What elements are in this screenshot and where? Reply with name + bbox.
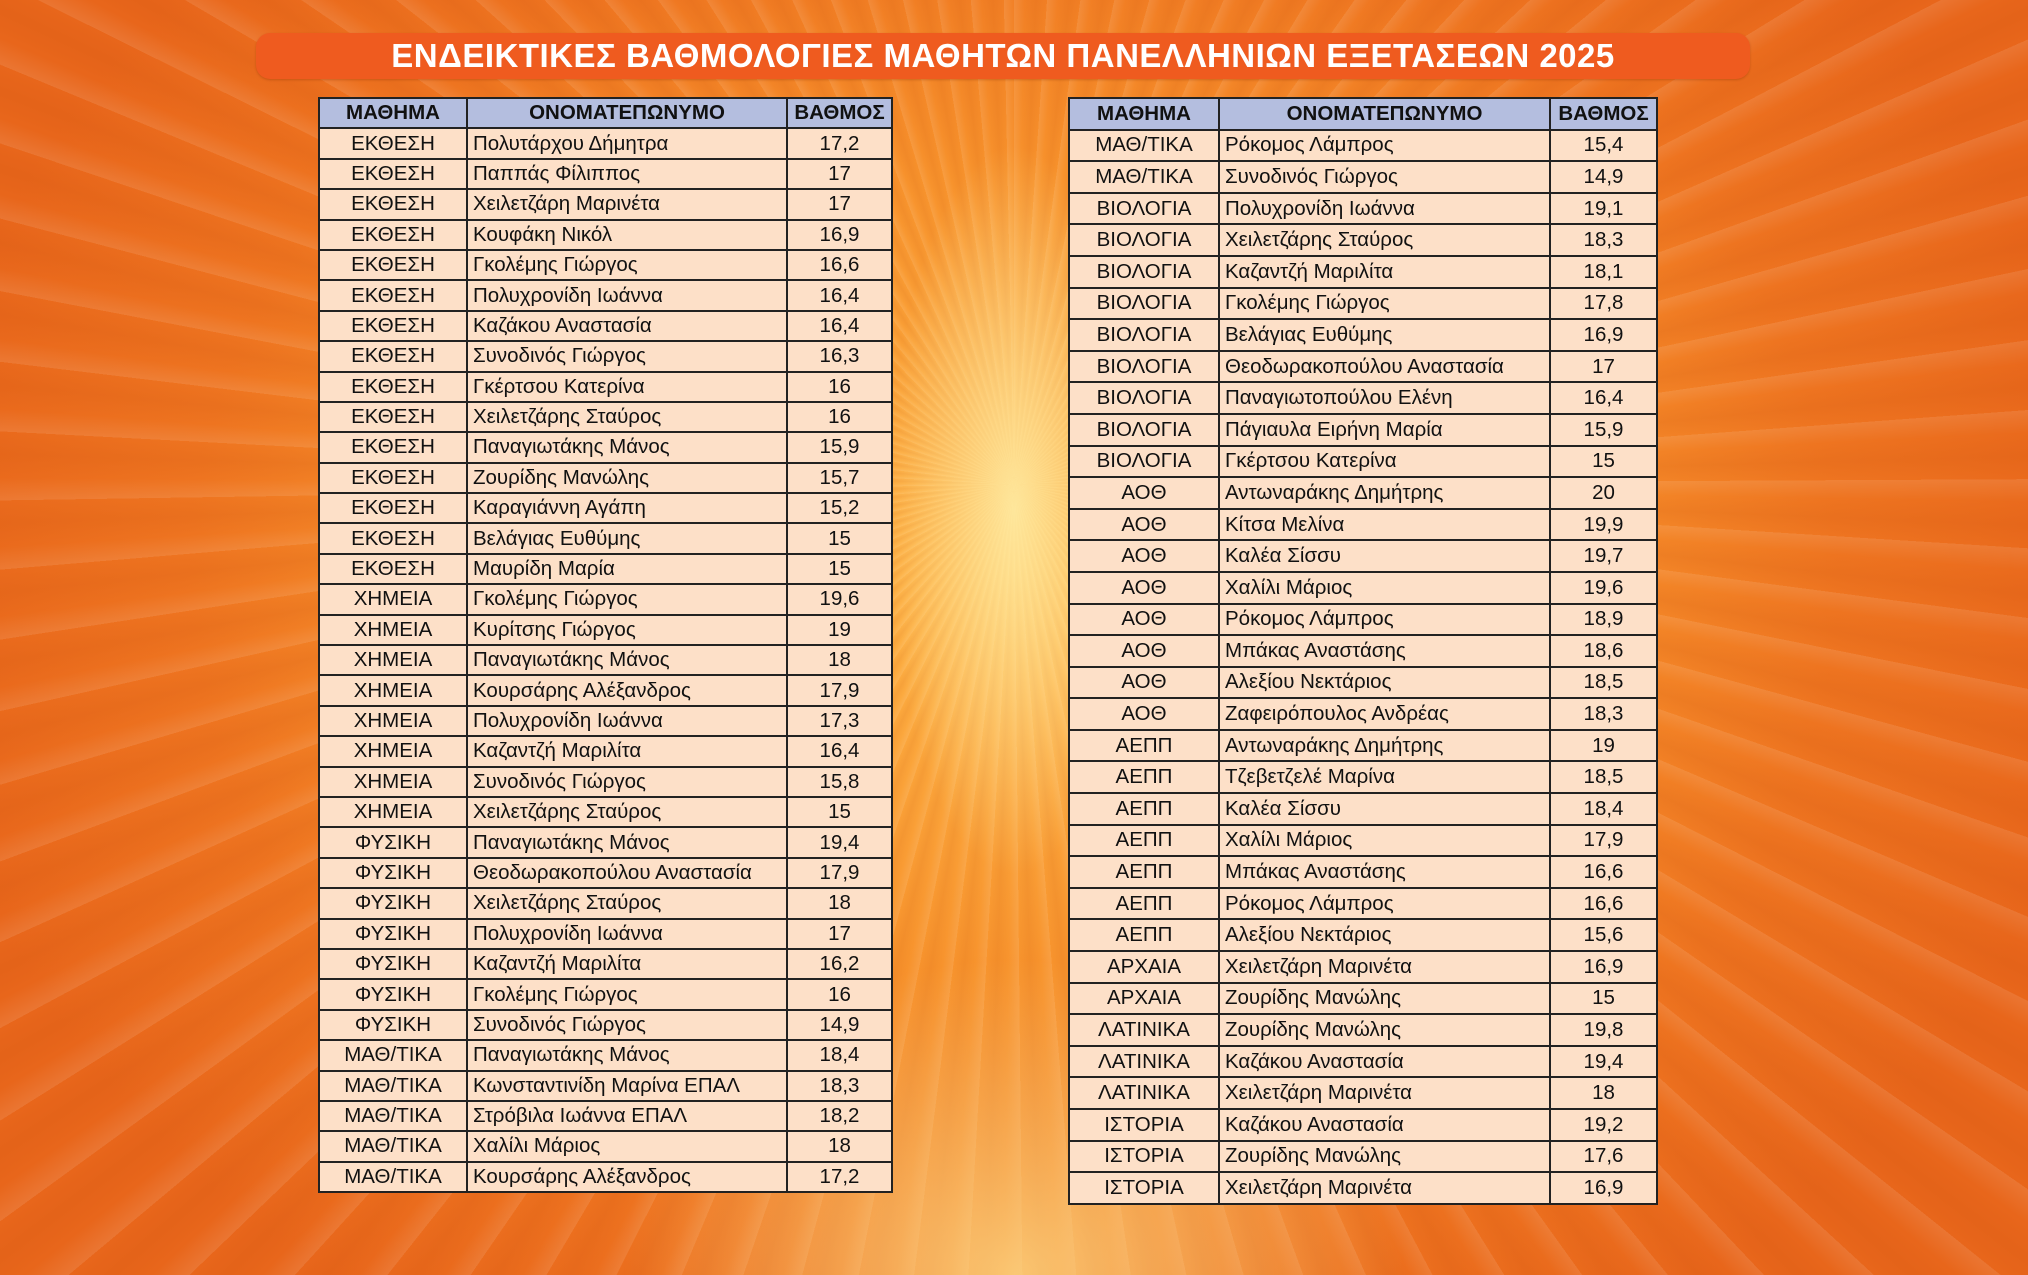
subject-cell: ΑΟΘ (1069, 604, 1219, 636)
subject-cell: ΕΚΘΕΣΗ (319, 159, 467, 189)
student-name-cell: Πολυχρονίδη Ιωάννα (467, 280, 787, 310)
grade-cell: 17,3 (787, 706, 892, 736)
subject-cell: ΒΙΟΛΟΓΙΑ (1069, 288, 1219, 320)
table-row (319, 767, 892, 797)
grade-cell: 19 (787, 615, 892, 645)
grade-cell: 18,2 (787, 1101, 892, 1131)
subject-cell: ΕΚΘΕΣΗ (319, 372, 467, 402)
subject-cell: ΑΟΘ (1069, 698, 1219, 730)
table-row (1069, 319, 1657, 351)
table-row (319, 220, 892, 250)
grade-cell: 18,3 (1550, 224, 1657, 256)
student-name-cell: Πολυχρονίδη Ιωάννα (467, 919, 787, 949)
table-row (319, 949, 892, 979)
grade-cell: 16 (787, 372, 892, 402)
table-row (319, 919, 892, 949)
student-name-cell: Ρόκομος Λάμπρος (1219, 604, 1550, 636)
student-name-cell: Πολυχρονίδη Ιωάννα (1219, 193, 1550, 225)
subject-cell: ΧΗΜΕΙΑ (319, 767, 467, 797)
table-row (1069, 540, 1657, 572)
table-row (1069, 919, 1657, 951)
subject-cell: ΦΥΣΙΚΗ (319, 979, 467, 1009)
table-row (1069, 951, 1657, 983)
grade-cell: 19,4 (1550, 1046, 1657, 1078)
subject-cell: ΒΙΟΛΟΓΙΑ (1069, 224, 1219, 256)
student-name-cell: Αντωναράκης Δημήτρης (1219, 477, 1550, 509)
table-row (319, 159, 892, 189)
subject-cell: ΒΙΟΛΟΓΙΑ (1069, 446, 1219, 478)
student-name-cell: Χειλετζάρη Μαρινέτα (1219, 1077, 1550, 1109)
grade-cell: 15 (1550, 446, 1657, 478)
grade-cell: 15 (787, 554, 892, 584)
subject-cell: ΛΑΤΙΝΙΚΑ (1069, 1014, 1219, 1046)
header-subject: ΜΑΘΗΜΑ (319, 98, 467, 128)
table-row (319, 372, 892, 402)
student-name-cell: Βελάγιας Ευθύμης (467, 523, 787, 553)
grade-cell: 16 (787, 979, 892, 1009)
grade-cell: 18,5 (1550, 761, 1657, 793)
student-name-cell: Γκολέμης Γιώργος (1219, 288, 1550, 320)
grade-cell: 18 (787, 645, 892, 675)
table-header-row (319, 98, 892, 128)
grade-cell: 18,3 (787, 1071, 892, 1101)
subject-cell: ΒΙΟΛΟΓΙΑ (1069, 256, 1219, 288)
subject-cell: ΑΟΘ (1069, 635, 1219, 667)
page-title: ΕΝΔΕΙΚΤΙΚΕΣ ΒΑΘΜΟΛΟΓΙΕΣ ΜΑΘΗΤΩΝ ΠΑΝΕΛΛΗΝΙΩΝ ΕΞΕΤΑΣΕΩΝ 2025 (391, 37, 1615, 74)
subject-cell: ΦΥΣΙΚΗ (319, 949, 467, 979)
grade-cell: 17 (1550, 351, 1657, 383)
subject-cell: ΕΚΘΕΣΗ (319, 554, 467, 584)
table-row (1069, 161, 1657, 193)
grade-cell: 18,3 (1550, 698, 1657, 730)
table-row (319, 1040, 892, 1070)
grade-cell: 15,9 (1550, 414, 1657, 446)
subject-cell: ΕΚΘΕΣΗ (319, 280, 467, 310)
grade-cell: 18,4 (787, 1040, 892, 1070)
subject-cell: ΛΑΤΙΝΙΚΑ (1069, 1077, 1219, 1109)
grade-cell: 18 (787, 1131, 892, 1161)
grade-cell: 20 (1550, 477, 1657, 509)
subject-cell: ΑΕΠΠ (1069, 761, 1219, 793)
grade-cell: 18 (1550, 1077, 1657, 1109)
table-row (319, 615, 892, 645)
table-row (1069, 509, 1657, 541)
student-name-cell: Κουφάκη Νικόλ (467, 220, 787, 250)
table-row (319, 280, 892, 310)
subject-cell: ΕΚΘΕΣΗ (319, 432, 467, 462)
subject-cell: ΦΥΣΙΚΗ (319, 858, 467, 888)
subject-cell: ΧΗΜΕΙΑ (319, 706, 467, 736)
table-row (319, 706, 892, 736)
table-row (1069, 730, 1657, 762)
subject-cell: ΑΕΠΠ (1069, 919, 1219, 951)
grade-cell: 19,6 (787, 584, 892, 614)
subject-cell: ΑΕΠΠ (1069, 856, 1219, 888)
table-row (1069, 193, 1657, 225)
student-name-cell: Χειλετζάρης Σταύρος (467, 797, 787, 827)
student-name-cell: Καζαντζή Μαριλίτα (1219, 256, 1550, 288)
student-name-cell: Αντωναράκης Δημήτρης (1219, 730, 1550, 762)
grade-cell: 19 (1550, 730, 1657, 762)
subject-cell: ΕΚΘΕΣΗ (319, 189, 467, 219)
grades-table-right (1068, 97, 1658, 1205)
table-row (319, 189, 892, 219)
grade-cell: 16,4 (787, 311, 892, 341)
table-row (1069, 288, 1657, 320)
table-row (319, 736, 892, 766)
grade-cell: 19,8 (1550, 1014, 1657, 1046)
table-row (1069, 382, 1657, 414)
grade-cell: 16,9 (1550, 1172, 1657, 1204)
student-name-cell: Χαλίλι Μάριος (1219, 572, 1550, 604)
student-name-cell: Καζάκου Αναστασία (1219, 1109, 1550, 1141)
grade-cell: 19,7 (1550, 540, 1657, 572)
table-row (319, 1010, 892, 1040)
subject-cell: ΒΙΟΛΟΓΙΑ (1069, 351, 1219, 383)
grade-cell: 17 (787, 159, 892, 189)
grade-cell: 18,9 (1550, 604, 1657, 636)
subject-cell: ΛΑΤΙΝΙΚΑ (1069, 1046, 1219, 1078)
subject-cell: ΑΟΘ (1069, 509, 1219, 541)
header-name: ΟΝΟΜΑΤΕΠΩΝΥΜΟ (1219, 98, 1550, 130)
student-name-cell: Αλεξίου Νεκτάριος (1219, 667, 1550, 699)
table-row (319, 432, 892, 462)
subject-cell: ΜΑΘ/ΤΙΚΑ (319, 1040, 467, 1070)
table-row (1069, 414, 1657, 446)
table-row (319, 584, 892, 614)
subject-cell: ΑΕΠΠ (1069, 730, 1219, 762)
grade-cell: 19,2 (1550, 1109, 1657, 1141)
grade-cell: 15,9 (787, 432, 892, 462)
table-row (319, 979, 892, 1009)
table-header-row (1069, 98, 1657, 130)
student-name-cell: Παναγιωτοπούλου Ελένη (1219, 382, 1550, 414)
subject-cell: ΕΚΘΕΣΗ (319, 402, 467, 432)
table-row (1069, 825, 1657, 857)
student-name-cell: Παναγιωτάκης Μάνος (467, 432, 787, 462)
subject-cell: ΑΟΘ (1069, 477, 1219, 509)
table-row (319, 1131, 892, 1161)
student-name-cell: Παππάς Φίλιππος (467, 159, 787, 189)
subject-cell: ΑΕΠΠ (1069, 888, 1219, 920)
grade-cell: 16,4 (1550, 382, 1657, 414)
subject-cell: ΧΗΜΕΙΑ (319, 645, 467, 675)
grade-cell: 17,9 (787, 858, 892, 888)
grade-cell: 15 (787, 523, 892, 553)
table-row (1069, 446, 1657, 478)
grade-cell: 14,9 (787, 1010, 892, 1040)
table-row (319, 797, 892, 827)
grade-cell: 15,7 (787, 463, 892, 493)
student-name-cell: Χειλετζάρης Σταύρος (1219, 224, 1550, 256)
table-row (319, 493, 892, 523)
grade-cell: 15 (1550, 983, 1657, 1015)
table-row (319, 463, 892, 493)
grade-cell: 16,4 (787, 280, 892, 310)
student-name-cell: Γκέρτσου Κατερίνα (1219, 446, 1550, 478)
grade-cell: 15,8 (787, 767, 892, 797)
student-name-cell: Ρόκομος Λάμπρος (1219, 130, 1550, 162)
subject-cell: ΦΥΣΙΚΗ (319, 888, 467, 918)
grade-cell: 15 (787, 797, 892, 827)
table-row (1069, 698, 1657, 730)
table-row (319, 311, 892, 341)
student-name-cell: Γκολέμης Γιώργος (467, 584, 787, 614)
table-row (1069, 1046, 1657, 1078)
subject-cell: ΜΑΘ/ΤΙΚΑ (319, 1101, 467, 1131)
student-name-cell: Αλεξίου Νεκτάριος (1219, 919, 1550, 951)
student-name-cell: Κυρίτσης Γιώργος (467, 615, 787, 645)
header-subject: ΜΑΘΗΜΑ (1069, 98, 1219, 130)
student-name-cell: Θεοδωρακοπούλου Αναστασία (467, 858, 787, 888)
table-row (319, 554, 892, 584)
grade-cell: 16 (787, 402, 892, 432)
title-banner (256, 33, 1750, 79)
grade-cell: 16,6 (1550, 856, 1657, 888)
subject-cell: ΧΗΜΕΙΑ (319, 797, 467, 827)
student-name-cell: Βελάγιας Ευθύμης (1219, 319, 1550, 351)
subject-cell: ΑΟΘ (1069, 540, 1219, 572)
table-row (319, 675, 892, 705)
table-row (1069, 1141, 1657, 1173)
subject-cell: ΜΑΘ/ΤΙΚΑ (319, 1131, 467, 1161)
subject-cell: ΒΙΟΛΟΓΙΑ (1069, 193, 1219, 225)
student-name-cell: Καζάκου Αναστασία (467, 311, 787, 341)
subject-cell: ΑΟΘ (1069, 572, 1219, 604)
student-name-cell: Κουρσάρης Αλέξανδρος (467, 1162, 787, 1192)
student-name-cell: Γκέρτσου Κατερίνα (467, 372, 787, 402)
subject-cell: ΧΗΜΕΙΑ (319, 675, 467, 705)
grade-cell: 15,4 (1550, 130, 1657, 162)
subject-cell: ΕΚΘΕΣΗ (319, 128, 467, 158)
student-name-cell: Χειλετζάρη Μαρινέτα (1219, 1172, 1550, 1204)
table-row (319, 1071, 892, 1101)
subject-cell: ΦΥΣΙΚΗ (319, 827, 467, 857)
student-name-cell: Συνοδινός Γιώργος (1219, 161, 1550, 193)
student-name-cell: Καραγιάννη Αγάπη (467, 493, 787, 523)
subject-cell: ΑΕΠΠ (1069, 825, 1219, 857)
grade-cell: 19,9 (1550, 509, 1657, 541)
grade-cell: 16,6 (1550, 888, 1657, 920)
table-row (319, 645, 892, 675)
table-row (319, 888, 892, 918)
student-name-cell: Καζαντζή Μαριλίτα (467, 736, 787, 766)
table-row (1069, 1077, 1657, 1109)
subject-cell: ΧΗΜΕΙΑ (319, 584, 467, 614)
subject-cell: ΕΚΘΕΣΗ (319, 493, 467, 523)
subject-cell: ΕΚΘΕΣΗ (319, 311, 467, 341)
student-name-cell: Γκολέμης Γιώργος (467, 979, 787, 1009)
subject-cell: ΕΚΘΕΣΗ (319, 220, 467, 250)
table-row (1069, 1172, 1657, 1204)
student-name-cell: Κίτσα Μελίνα (1219, 509, 1550, 541)
student-name-cell: Πάγιαυλα Ειρήνη Μαρία (1219, 414, 1550, 446)
subject-cell: ΒΙΟΛΟΓΙΑ (1069, 382, 1219, 414)
table-row (1069, 572, 1657, 604)
subject-cell: ΧΗΜΕΙΑ (319, 736, 467, 766)
table-row (1069, 224, 1657, 256)
table-row (1069, 888, 1657, 920)
table-row (1069, 983, 1657, 1015)
student-name-cell: Συνοδινός Γιώργος (467, 767, 787, 797)
table-row (319, 128, 892, 158)
grade-cell: 19,6 (1550, 572, 1657, 604)
subject-cell: ΑΕΠΠ (1069, 793, 1219, 825)
subject-cell: ΕΚΘΕΣΗ (319, 341, 467, 371)
table-row (1069, 635, 1657, 667)
table-row (319, 402, 892, 432)
grade-cell: 15,6 (1550, 919, 1657, 951)
grade-cell: 14,9 (1550, 161, 1657, 193)
student-name-cell: Τζεβετζελέ Μαρίνα (1219, 761, 1550, 793)
table-row (1069, 761, 1657, 793)
table-row (1069, 856, 1657, 888)
subject-cell: ΑΡΧΑΙΑ (1069, 983, 1219, 1015)
student-name-cell: Χαλίλι Μάριος (467, 1131, 787, 1161)
grade-cell: 16,6 (787, 250, 892, 280)
header-name: ΟΝΟΜΑΤΕΠΩΝΥΜΟ (467, 98, 787, 128)
table-row (1069, 477, 1657, 509)
student-name-cell: Πολυχρονίδη Ιωάννα (467, 706, 787, 736)
student-name-cell: Ζουρίδης Μανώλης (467, 463, 787, 493)
table-row (319, 250, 892, 280)
subject-cell: ΒΙΟΛΟΓΙΑ (1069, 414, 1219, 446)
table-row (319, 858, 892, 888)
subject-cell: ΜΑΘ/ΤΙΚΑ (1069, 130, 1219, 162)
table-row (1069, 1014, 1657, 1046)
subject-cell: ΜΑΘ/ΤΙΚΑ (1069, 161, 1219, 193)
subject-cell: ΕΚΘΕΣΗ (319, 523, 467, 553)
subject-cell: ΙΣΤΟΡΙΑ (1069, 1109, 1219, 1141)
student-name-cell: Ζουρίδης Μανώλης (1219, 1141, 1550, 1173)
student-name-cell: Χειλετζάρης Σταύρος (467, 888, 787, 918)
subject-cell: ΜΑΘ/ΤΙΚΑ (319, 1162, 467, 1192)
grade-cell: 17,9 (787, 675, 892, 705)
grade-cell: 17,8 (1550, 288, 1657, 320)
grade-cell: 19,1 (1550, 193, 1657, 225)
grade-cell: 17,2 (787, 1162, 892, 1192)
student-name-cell: Ζουρίδης Μανώλης (1219, 1014, 1550, 1046)
student-name-cell: Χειλετζάρη Μαρινέτα (1219, 951, 1550, 983)
student-name-cell: Καλέα Σίσσυ (1219, 793, 1550, 825)
table-row (319, 1162, 892, 1192)
student-name-cell: Παναγιωτάκης Μάνος (467, 827, 787, 857)
grade-cell: 17 (787, 189, 892, 219)
student-name-cell: Θεοδωρακοπούλου Αναστασία (1219, 351, 1550, 383)
header-grade: ΒΑΘΜΟΣ (1550, 98, 1657, 130)
subject-cell: ΧΗΜΕΙΑ (319, 615, 467, 645)
student-name-cell: Καζάκου Αναστασία (1219, 1046, 1550, 1078)
grade-cell: 16,9 (1550, 951, 1657, 983)
grade-cell: 17,9 (1550, 825, 1657, 857)
grade-cell: 17,2 (787, 128, 892, 158)
grade-cell: 16,3 (787, 341, 892, 371)
student-name-cell: Μπάκας Αναστάσης (1219, 635, 1550, 667)
student-name-cell: Ζαφειρόπουλος Ανδρέας (1219, 698, 1550, 730)
grade-cell: 17,6 (1550, 1141, 1657, 1173)
student-name-cell: Χαλίλι Μάριος (1219, 825, 1550, 857)
table-row (1069, 1109, 1657, 1141)
student-name-cell: Μαυρίδη Μαρία (467, 554, 787, 584)
student-name-cell: Παναγιωτάκης Μάνος (467, 645, 787, 675)
table-row (1069, 793, 1657, 825)
student-name-cell: Γκολέμης Γιώργος (467, 250, 787, 280)
subject-cell: ΙΣΤΟΡΙΑ (1069, 1141, 1219, 1173)
student-name-cell: Μπάκας Αναστάσης (1219, 856, 1550, 888)
subject-cell: ΕΚΘΕΣΗ (319, 463, 467, 493)
grade-cell: 19,4 (787, 827, 892, 857)
student-name-cell: Χειλετζάρης Σταύρος (467, 402, 787, 432)
subject-cell: ΑΡΧΑΙΑ (1069, 951, 1219, 983)
student-name-cell: Στρόβιλα Ιωάννα ΕΠΑΛ (467, 1101, 787, 1131)
grade-cell: 18,4 (1550, 793, 1657, 825)
grade-cell: 18,6 (1550, 635, 1657, 667)
subject-cell: ΒΙΟΛΟΓΙΑ (1069, 319, 1219, 351)
grade-cell: 16,9 (1550, 319, 1657, 351)
student-name-cell: Παναγιωτάκης Μάνος (467, 1040, 787, 1070)
student-name-cell: Χειλετζάρη Μαρινέτα (467, 189, 787, 219)
table-row (1069, 130, 1657, 162)
table-row (1069, 256, 1657, 288)
student-name-cell: Ρόκομος Λάμπρος (1219, 888, 1550, 920)
table-row (1069, 667, 1657, 699)
subject-cell: ΜΑΘ/ΤΙΚΑ (319, 1071, 467, 1101)
student-name-cell: Ζουρίδης Μανώλης (1219, 983, 1550, 1015)
student-name-cell: Καζαντζή Μαριλίτα (467, 949, 787, 979)
header-grade: ΒΑΘΜΟΣ (787, 98, 892, 128)
grades-table-left (318, 97, 893, 1193)
grade-cell: 17 (787, 919, 892, 949)
grade-cell: 16,4 (787, 736, 892, 766)
subject-cell: ΦΥΣΙΚΗ (319, 919, 467, 949)
student-name-cell: Συνοδινός Γιώργος (467, 1010, 787, 1040)
subject-cell: ΑΟΘ (1069, 667, 1219, 699)
table-row (1069, 604, 1657, 636)
student-name-cell: Κουρσάρης Αλέξανδρος (467, 675, 787, 705)
grade-cell: 15,2 (787, 493, 892, 523)
student-name-cell: Συνοδινός Γιώργος (467, 341, 787, 371)
subject-cell: ΙΣΤΟΡΙΑ (1069, 1172, 1219, 1204)
subject-cell: ΦΥΣΙΚΗ (319, 1010, 467, 1040)
table-row (319, 341, 892, 371)
grade-cell: 16,2 (787, 949, 892, 979)
student-name-cell: Κωνσταντινίδη Μαρίνα ΕΠΑΛ (467, 1071, 787, 1101)
table-row (319, 827, 892, 857)
table-row (319, 1101, 892, 1131)
subject-cell: ΕΚΘΕΣΗ (319, 250, 467, 280)
grade-cell: 16,9 (787, 220, 892, 250)
student-name-cell: Πολυτάρχου Δήμητρα (467, 128, 787, 158)
grade-cell: 18,5 (1550, 667, 1657, 699)
table-row (1069, 351, 1657, 383)
table-row (319, 523, 892, 553)
grade-cell: 18,1 (1550, 256, 1657, 288)
student-name-cell: Καλέα Σίσσυ (1219, 540, 1550, 572)
grade-cell: 18 (787, 888, 892, 918)
